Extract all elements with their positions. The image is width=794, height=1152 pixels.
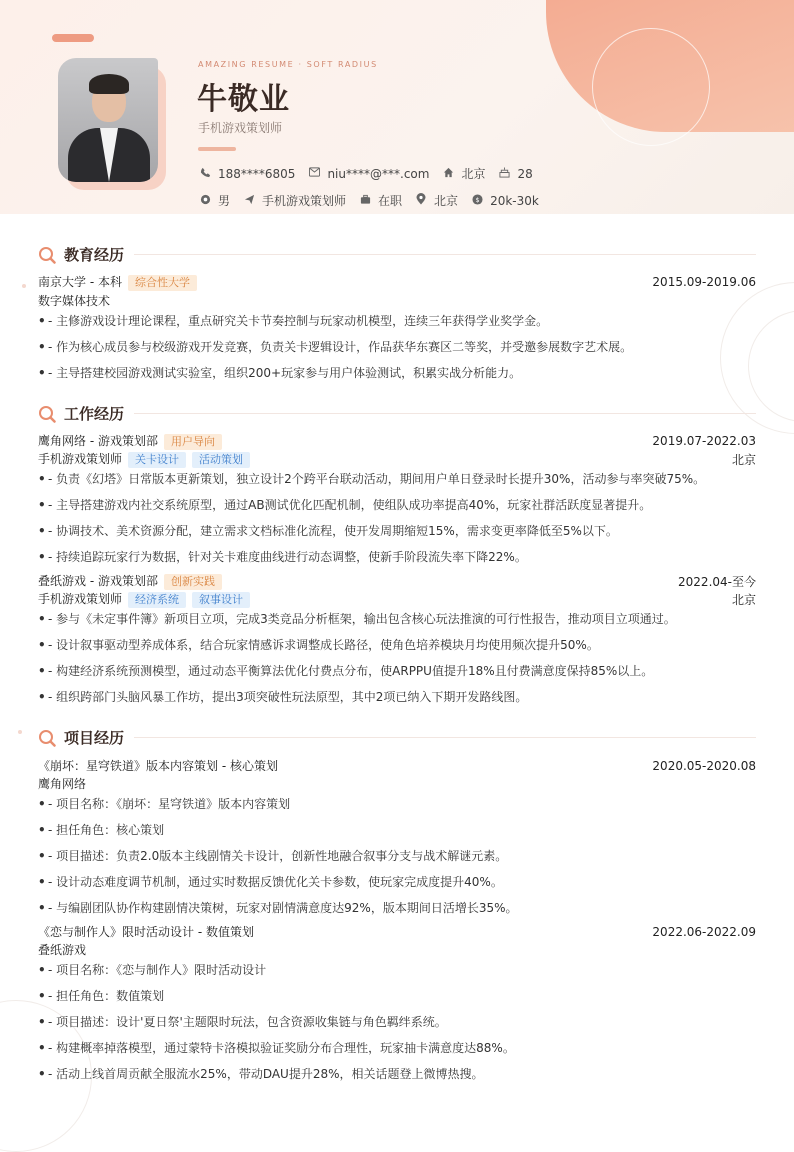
list-item: • - 设计动态难度调节机制，通过实时数据反馈优化关卡参数，使玩家完成度提升40%。: [38, 875, 503, 889]
project-date: 2022.06-2022.09: [652, 924, 756, 939]
job-entry: [38, 432, 756, 450]
role-tag: 关卡设计: [128, 452, 186, 468]
list-item: • - 构建概率掉落模型，通过蒙特卡洛模拟验证奖励分布合理性，玩家抽卡满意度达88%。: [38, 1041, 515, 1055]
mail-icon: [307, 167, 321, 180]
list-item: • - 活动上线首周贡献全服流水25%，带动DAU提升28%，相关话题登上微博热搜。: [38, 1067, 484, 1081]
section-divider: [134, 254, 756, 255]
list-item: • - 担任角色：核心策划: [38, 823, 165, 837]
status-item: [358, 192, 402, 209]
job-role-row: [38, 450, 756, 468]
contact-row: [198, 165, 545, 182]
gender-value: 男: [218, 194, 231, 208]
section-education: [38, 244, 756, 265]
home-item: [441, 165, 485, 182]
education-entry: [38, 273, 756, 291]
section-title: 项目经历: [64, 729, 125, 747]
job-date: 2019.07-2022.03: [652, 434, 756, 448]
section-projects: [38, 727, 756, 748]
decor-dot: [22, 284, 26, 288]
list-item: • - 参与《未定事件簿》新项目立项，完成3类竞品分析框架，输出包含核心玩法推演的可行性报告，推动项目立项通过。: [38, 612, 676, 626]
project-org: 鹰角网络: [38, 777, 87, 791]
list-item: • - 与编剧团队协作构建剧情决策树，玩家对剧情满意度达92%，版本期间日活增长35%。: [38, 901, 518, 915]
section-title: 工作经历: [64, 405, 125, 423]
phone-item: [198, 167, 295, 181]
list-item: • - 组织跨部门头脑风暴工作坊，提出3项突破性玩法原型，其中2项已纳入下期开发路线图。: [38, 690, 528, 704]
school-name: 南京大学 - 本科: [38, 275, 122, 289]
decor-pill: [52, 34, 94, 42]
avatar: [58, 58, 158, 182]
target-job-value: 手机游戏策划师: [262, 194, 347, 208]
project-name: 《恋与制作人》限时活动设计 - 数值策划: [38, 925, 254, 939]
gender-item: [198, 192, 230, 209]
list-item: • - 项目名称：《恋与制作人》限时活动设计: [38, 963, 267, 977]
resume-tagline: AMAZING RESUME · SOFT RADIUS: [198, 60, 378, 69]
list-item: • - 作为核心成员参与校级游戏开发竞赛，负责关卡逻辑设计，作品获华东赛区二等奖，并受邀参展数字艺术展。: [38, 340, 633, 354]
job-location: 北京: [731, 452, 756, 467]
target-job-item: [242, 192, 346, 209]
home-icon: [441, 167, 455, 181]
location-icon: [414, 193, 428, 208]
project-name: 《崩坏：星穹铁道》版本内容策划 - 核心策划: [38, 759, 278, 773]
gender-icon: [198, 194, 212, 208]
section-title: 教育经历: [64, 246, 125, 264]
list-item: • - 项目名称：《崩坏：星穹铁道》版本内容策划: [38, 797, 291, 811]
role-tag: 活动策划: [192, 452, 250, 468]
status-value: 在职: [378, 194, 403, 208]
project-entry: [38, 757, 756, 774]
section-work: [38, 403, 756, 424]
age-item: [497, 167, 532, 181]
accent-bar: [198, 147, 236, 151]
company-tag: 创新实践: [164, 574, 222, 590]
phone-icon: [198, 167, 212, 181]
section-search-icon: [38, 729, 56, 747]
education-date: 2015.09-2019.06: [652, 275, 756, 289]
project-entry: [38, 923, 756, 940]
phone-value: 188****6805: [218, 166, 296, 181]
candidate-name: 牛敬业: [197, 82, 290, 117]
list-item: • - 主修游戏设计理论课程，重点研究关卡节奏控制与玩家动机模型，连续三年获得学业奖学金。: [38, 314, 549, 328]
list-item: • - 项目描述：设计'夏日祭'主题限时玩法，包含资源收集链与角色羁绊系统。: [38, 1015, 447, 1029]
list-item: • - 负责《幻塔》日常版本更新策划，独立设计2个跨平台联动活动，期间用户单日登录时长提升30%，活动参与率突破75%。: [38, 472, 706, 486]
major: 数字媒体技术: [38, 294, 111, 308]
role-tag: 经济系统: [128, 592, 186, 608]
candidate-title: 手机游戏策划师: [198, 121, 283, 135]
company-name: 叠纸游戏 - 游戏策划部: [38, 574, 158, 588]
project-org: 叠纸游戏: [38, 943, 87, 957]
email-value: niu****@***.com: [327, 166, 430, 181]
company-name: 鹰角网络 - 游戏策划部: [38, 434, 158, 448]
svg-text:$: $: [475, 195, 480, 204]
salary-value: 20k-30k: [490, 193, 539, 208]
job-role-row: [38, 590, 756, 608]
age-value: 28: [517, 166, 533, 181]
section-search-icon: [38, 246, 56, 264]
section-search-icon: [38, 405, 56, 423]
briefcase-icon: [358, 194, 372, 208]
job-role: 手机游戏策划师: [38, 452, 123, 466]
company-tag: 用户导向: [164, 434, 222, 450]
project-date: 2020.05-2020.08: [652, 758, 756, 773]
job-date: 2022.04-至今: [678, 574, 756, 589]
home-value: 北京: [461, 167, 486, 181]
list-item: • - 项目描述：负责2.0版本主线剧情关卡设计，创新性地融合叙事分支与战术解谜元素。: [38, 849, 508, 863]
section-divider: [134, 737, 756, 738]
role-tag: 叙事设计: [192, 592, 250, 608]
job-role: 手机游戏策划师: [38, 592, 123, 606]
salary-item: [470, 194, 539, 208]
city-item: [414, 192, 458, 209]
list-item: • - 构建经济系统预测模型，通过动态平衡算法优化付费点分布，使ARPPU值提升18%且付费满意度保持85%以上。: [38, 664, 654, 678]
salary-icon: [470, 194, 484, 208]
section-divider: [134, 413, 756, 414]
school-tag: 综合性大学: [128, 275, 197, 291]
list-item: • - 主导搭建校园游戏测试实验室，组织200+玩家参与用户体验测试，积累实战分析能力。: [38, 366, 522, 380]
list-item: • - 担任角色：数值策划: [38, 989, 165, 1003]
list-item: • - 主导搭建游戏内社交系统原型，通过AB测试优化匹配机制，使组队成功率提高40%，玩家社群活跃度显著提升。: [38, 498, 652, 512]
list-item: • - 设计叙事驱动型养成体系，结合玩家情感诉求调整成长路径，使角色培养模块月均使用频次提升50%。: [38, 638, 599, 652]
job-location: 北京: [731, 592, 756, 607]
send-icon: [242, 194, 256, 208]
city-value: 北京: [434, 194, 459, 208]
job-entry: [38, 572, 756, 590]
cake-icon: [497, 167, 511, 181]
decor-dot: [18, 730, 22, 734]
list-item: • - 协调技术、美术资源分配，建立需求文档标准化流程，使开发周期缩短15%，需求变更率降低至5%以下。: [38, 524, 618, 538]
profile-row: [198, 192, 551, 209]
email-item: [307, 167, 429, 181]
header-decor-ring: [592, 28, 710, 146]
list-item: • - 持续追踪玩家行为数据，针对关卡难度曲线进行动态调整，使新手阶段流失率下降22%。: [38, 550, 527, 564]
